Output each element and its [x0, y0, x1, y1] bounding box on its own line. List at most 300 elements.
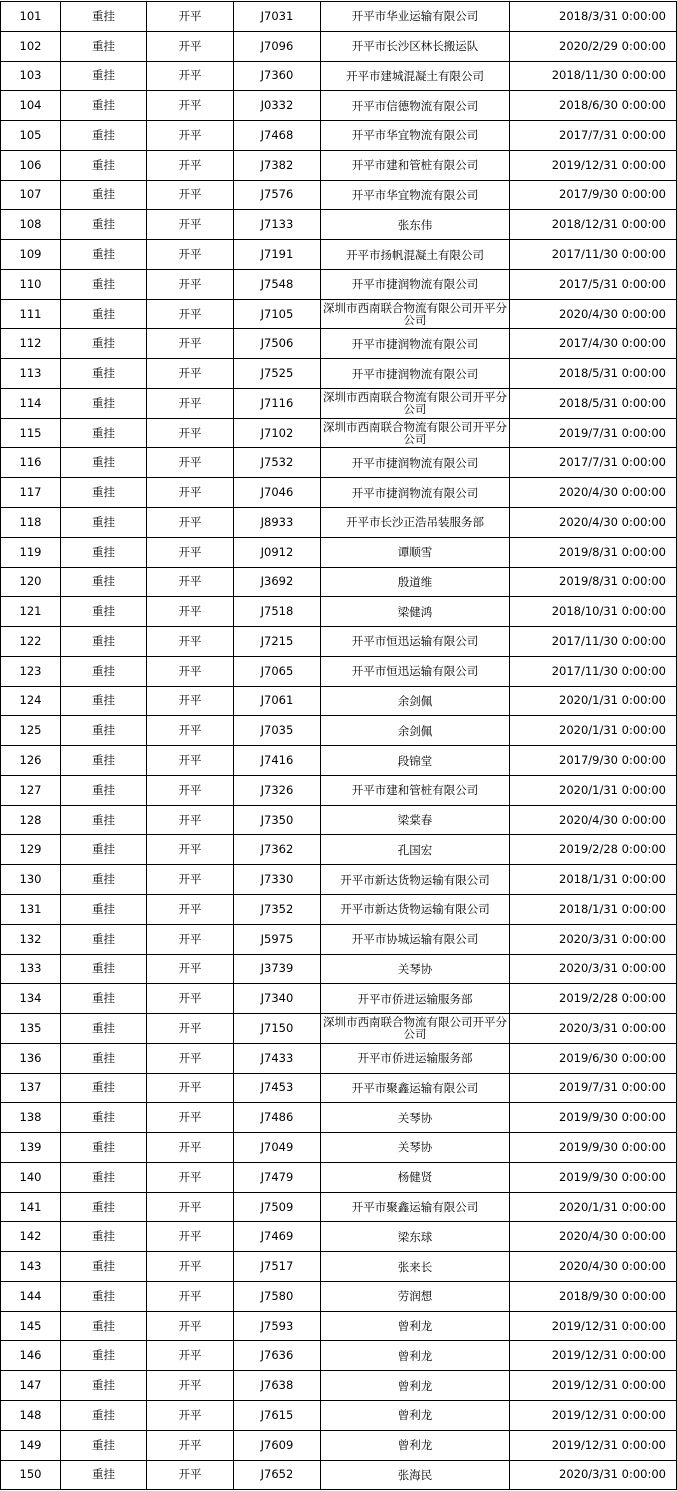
- table-row: [1, 329, 677, 359]
- owner-cell: 开平市长沙区林长搬运队: [321, 31, 510, 61]
- table-row: [1, 775, 677, 805]
- vehicle-type-cell: 重挂: [61, 1133, 147, 1163]
- plate-number-cell: J7548: [234, 269, 321, 299]
- city-cell: 开平: [147, 1430, 234, 1460]
- vehicle-type-cell: 重挂: [61, 269, 147, 299]
- table-row: [1, 1043, 677, 1073]
- city-cell: 开平: [147, 567, 234, 597]
- plate-number-cell: J7191: [234, 240, 321, 270]
- city-cell: 开平: [147, 597, 234, 627]
- vehicle-type-cell: 重挂: [61, 150, 147, 180]
- table-row: [1, 31, 677, 61]
- city-cell: 开平: [147, 1073, 234, 1103]
- table-row: [1, 1103, 677, 1133]
- owner-cell: 开平市捷润物流有限公司: [321, 448, 510, 478]
- plate-number-cell: J7453: [234, 1073, 321, 1103]
- vehicle-type-cell: 重挂: [61, 61, 147, 91]
- city-cell: 开平: [147, 418, 234, 448]
- vehicle-type-cell: 重挂: [61, 1252, 147, 1282]
- city-cell: 开平: [147, 1043, 234, 1073]
- row-number-cell: 138: [1, 1103, 61, 1133]
- table-row: [1, 1192, 677, 1222]
- row-number-cell: 124: [1, 686, 61, 716]
- owner-cell: 开平市华业运输有限公司: [321, 2, 510, 32]
- vehicle-type-cell: 重挂: [61, 835, 147, 865]
- table-row: [1, 1014, 677, 1044]
- plate-number-cell: J7105: [234, 299, 321, 329]
- table-row: [1, 567, 677, 597]
- owner-cell: 开平市华宜物流有限公司: [321, 121, 510, 151]
- owner-cell: 关琴协: [321, 1103, 510, 1133]
- owner-cell: 开平市捷润物流有限公司: [321, 359, 510, 389]
- vehicle-type-cell: 重挂: [61, 508, 147, 538]
- expiry-date-cell: 2019/8/31 0:00:00: [510, 567, 677, 597]
- plate-number-cell: J7102: [234, 418, 321, 448]
- vehicle-type-cell: 重挂: [61, 299, 147, 329]
- vehicle-type-cell: 重挂: [61, 775, 147, 805]
- expiry-date-cell: 2019/7/31 0:00:00: [510, 418, 677, 448]
- city-cell: 开平: [147, 686, 234, 716]
- expiry-date-cell: 2017/5/31 0:00:00: [510, 269, 677, 299]
- owner-cell: 深圳市西南联合物流有限公司开平分公司: [321, 388, 510, 418]
- plate-number-cell: J7340: [234, 984, 321, 1014]
- plate-number-cell: J7096: [234, 31, 321, 61]
- row-number-cell: 114: [1, 388, 61, 418]
- table-row: [1, 388, 677, 418]
- row-number-cell: 118: [1, 508, 61, 538]
- vehicle-type-cell: 重挂: [61, 1103, 147, 1133]
- table-row: [1, 91, 677, 121]
- city-cell: 开平: [147, 210, 234, 240]
- plate-number-cell: J7215: [234, 627, 321, 657]
- owner-cell: 劳润想: [321, 1281, 510, 1311]
- table-row: [1, 1430, 677, 1460]
- vehicle-type-cell: 重挂: [61, 1341, 147, 1371]
- row-number-cell: 135: [1, 1014, 61, 1044]
- owner-cell: 梁健鸿: [321, 597, 510, 627]
- row-number-cell: 125: [1, 716, 61, 746]
- table-row: [1, 448, 677, 478]
- owner-cell: 开平市侨进运输服务部: [321, 1043, 510, 1073]
- city-cell: 开平: [147, 1400, 234, 1430]
- plate-number-cell: J3739: [234, 954, 321, 984]
- plate-number-cell: J7636: [234, 1341, 321, 1371]
- city-cell: 开平: [147, 240, 234, 270]
- plate-number-cell: J7518: [234, 597, 321, 627]
- plate-number-cell: J7468: [234, 121, 321, 151]
- table-row: [1, 1162, 677, 1192]
- city-cell: 开平: [147, 805, 234, 835]
- expiry-date-cell: 2017/11/30 0:00:00: [510, 240, 677, 270]
- plate-number-cell: J7065: [234, 656, 321, 686]
- owner-cell: 深圳市西南联合物流有限公司开平分公司: [321, 418, 510, 448]
- expiry-date-cell: 2017/11/30 0:00:00: [510, 656, 677, 686]
- expiry-date-cell: 2017/4/30 0:00:00: [510, 329, 677, 359]
- records-table: [0, 1, 677, 1490]
- owner-cell: 张东伟: [321, 210, 510, 240]
- owner-cell: 开平市扬帆混凝土有限公司: [321, 240, 510, 270]
- table-row: [1, 805, 677, 835]
- plate-number-cell: J7433: [234, 1043, 321, 1073]
- row-number-cell: 144: [1, 1281, 61, 1311]
- plate-number-cell: J7116: [234, 388, 321, 418]
- owner-cell: 关琴协: [321, 954, 510, 984]
- city-cell: 开平: [147, 508, 234, 538]
- expiry-date-cell: 2020/3/31 0:00:00: [510, 924, 677, 954]
- table-row: [1, 1460, 677, 1490]
- vehicle-type-cell: 重挂: [61, 1192, 147, 1222]
- table-row: [1, 180, 677, 210]
- plate-number-cell: J7150: [234, 1014, 321, 1044]
- owner-cell: 开平市长沙正浩吊装服务部: [321, 508, 510, 538]
- table-row: [1, 269, 677, 299]
- plate-number-cell: J0912: [234, 537, 321, 567]
- row-number-cell: 143: [1, 1252, 61, 1282]
- vehicle-type-cell: 重挂: [61, 1162, 147, 1192]
- vehicle-type-cell: 重挂: [61, 210, 147, 240]
- row-number-cell: 106: [1, 150, 61, 180]
- expiry-date-cell: 2018/1/31 0:00:00: [510, 865, 677, 895]
- owner-cell: 开平市捷润物流有限公司: [321, 478, 510, 508]
- city-cell: 开平: [147, 627, 234, 657]
- city-cell: 开平: [147, 1341, 234, 1371]
- expiry-date-cell: 2020/1/31 0:00:00: [510, 686, 677, 716]
- owner-cell: 张来长: [321, 1252, 510, 1282]
- city-cell: 开平: [147, 1222, 234, 1252]
- table-row: [1, 210, 677, 240]
- vehicle-type-cell: 重挂: [61, 448, 147, 478]
- table-row: [1, 597, 677, 627]
- row-number-cell: 117: [1, 478, 61, 508]
- city-cell: 开平: [147, 746, 234, 776]
- owner-cell: 开平市侨进运输服务部: [321, 984, 510, 1014]
- city-cell: 开平: [147, 299, 234, 329]
- expiry-date-cell: 2020/4/30 0:00:00: [510, 1252, 677, 1282]
- table-row: [1, 121, 677, 151]
- table-row: [1, 984, 677, 1014]
- city-cell: 开平: [147, 359, 234, 389]
- expiry-date-cell: 2017/9/30 0:00:00: [510, 180, 677, 210]
- expiry-date-cell: 2017/9/30 0:00:00: [510, 746, 677, 776]
- expiry-date-cell: 2019/9/30 0:00:00: [510, 1133, 677, 1163]
- owner-cell: 开平市新达货物运输有限公司: [321, 894, 510, 924]
- row-number-cell: 108: [1, 210, 61, 240]
- owner-cell: 深圳市西南联合物流有限公司开平分公司: [321, 299, 510, 329]
- expiry-date-cell: 2019/12/31 0:00:00: [510, 1341, 677, 1371]
- plate-number-cell: J7046: [234, 478, 321, 508]
- plate-number-cell: J0332: [234, 91, 321, 121]
- plate-number-cell: J5975: [234, 924, 321, 954]
- owner-cell: 开平市信德物流有限公司: [321, 91, 510, 121]
- table-row: [1, 1311, 677, 1341]
- table-row: [1, 418, 677, 448]
- expiry-date-cell: 2019/8/31 0:00:00: [510, 537, 677, 567]
- city-cell: 开平: [147, 537, 234, 567]
- plate-number-cell: J7350: [234, 805, 321, 835]
- table-row: [1, 240, 677, 270]
- plate-number-cell: J7638: [234, 1371, 321, 1401]
- table-row: [1, 478, 677, 508]
- table-row: [1, 627, 677, 657]
- city-cell: 开平: [147, 1192, 234, 1222]
- expiry-date-cell: 2020/1/31 0:00:00: [510, 716, 677, 746]
- owner-cell: 孔国宏: [321, 835, 510, 865]
- row-number-cell: 146: [1, 1341, 61, 1371]
- expiry-date-cell: 2018/11/30 0:00:00: [510, 61, 677, 91]
- owner-cell: 曾利龙: [321, 1400, 510, 1430]
- row-number-cell: 132: [1, 924, 61, 954]
- row-number-cell: 130: [1, 865, 61, 895]
- city-cell: 开平: [147, 91, 234, 121]
- vehicle-type-cell: 重挂: [61, 2, 147, 32]
- row-number-cell: 131: [1, 894, 61, 924]
- row-number-cell: 122: [1, 627, 61, 657]
- vehicle-type-cell: 重挂: [61, 746, 147, 776]
- expiry-date-cell: 2019/12/31 0:00:00: [510, 1400, 677, 1430]
- expiry-date-cell: 2018/1/31 0:00:00: [510, 894, 677, 924]
- city-cell: 开平: [147, 656, 234, 686]
- plate-number-cell: J7362: [234, 835, 321, 865]
- owner-cell: 开平市建和管桩有限公司: [321, 775, 510, 805]
- owner-cell: 开平市恒迅运输有限公司: [321, 656, 510, 686]
- plate-number-cell: J7031: [234, 2, 321, 32]
- row-number-cell: 110: [1, 269, 61, 299]
- expiry-date-cell: 2018/3/31 0:00:00: [510, 2, 677, 32]
- vehicle-type-cell: 重挂: [61, 1281, 147, 1311]
- row-number-cell: 147: [1, 1371, 61, 1401]
- row-number-cell: 136: [1, 1043, 61, 1073]
- vehicle-type-cell: 重挂: [61, 1371, 147, 1401]
- vehicle-type-cell: 重挂: [61, 954, 147, 984]
- expiry-date-cell: 2019/12/31 0:00:00: [510, 1430, 677, 1460]
- row-number-cell: 129: [1, 835, 61, 865]
- vehicle-type-cell: 重挂: [61, 1430, 147, 1460]
- expiry-date-cell: 2020/4/30 0:00:00: [510, 508, 677, 538]
- row-number-cell: 115: [1, 418, 61, 448]
- table-row: [1, 1222, 677, 1252]
- owner-cell: 开平市捷润物流有限公司: [321, 269, 510, 299]
- vehicle-type-cell: 重挂: [61, 1460, 147, 1490]
- row-number-cell: 123: [1, 656, 61, 686]
- owner-cell: 曾利龙: [321, 1371, 510, 1401]
- owner-cell: 余剑佩: [321, 716, 510, 746]
- table-row: [1, 686, 677, 716]
- city-cell: 开平: [147, 1252, 234, 1282]
- city-cell: 开平: [147, 954, 234, 984]
- expiry-date-cell: 2019/12/31 0:00:00: [510, 1311, 677, 1341]
- vehicle-type-cell: 重挂: [61, 359, 147, 389]
- table-row: [1, 746, 677, 776]
- table-row: [1, 954, 677, 984]
- owner-cell: 张海民: [321, 1460, 510, 1490]
- plate-number-cell: J7360: [234, 61, 321, 91]
- plate-number-cell: J7532: [234, 448, 321, 478]
- city-cell: 开平: [147, 448, 234, 478]
- vehicle-type-cell: 重挂: [61, 567, 147, 597]
- city-cell: 开平: [147, 894, 234, 924]
- plate-number-cell: J7652: [234, 1460, 321, 1490]
- owner-cell: 梁棠春: [321, 805, 510, 835]
- owner-cell: 开平市聚鑫运输有限公司: [321, 1192, 510, 1222]
- vehicle-type-cell: 重挂: [61, 686, 147, 716]
- row-number-cell: 126: [1, 746, 61, 776]
- owner-cell: 杨健贤: [321, 1162, 510, 1192]
- table-row: [1, 537, 677, 567]
- row-number-cell: 139: [1, 1133, 61, 1163]
- city-cell: 开平: [147, 2, 234, 32]
- plate-number-cell: J3692: [234, 567, 321, 597]
- expiry-date-cell: 2019/12/31 0:00:00: [510, 150, 677, 180]
- row-number-cell: 104: [1, 91, 61, 121]
- row-number-cell: 134: [1, 984, 61, 1014]
- vehicle-type-cell: 重挂: [61, 656, 147, 686]
- vehicle-type-cell: 重挂: [61, 716, 147, 746]
- row-number-cell: 103: [1, 61, 61, 91]
- expiry-date-cell: 2019/12/31 0:00:00: [510, 1371, 677, 1401]
- owner-cell: 曾利龙: [321, 1311, 510, 1341]
- vehicle-type-cell: 重挂: [61, 1400, 147, 1430]
- vehicle-type-cell: 重挂: [61, 865, 147, 895]
- expiry-date-cell: 2020/1/31 0:00:00: [510, 775, 677, 805]
- owner-cell: 余剑佩: [321, 686, 510, 716]
- owner-cell: 段锦堂: [321, 746, 510, 776]
- city-cell: 开平: [147, 150, 234, 180]
- table-row: [1, 656, 677, 686]
- expiry-date-cell: 2020/2/29 0:00:00: [510, 31, 677, 61]
- city-cell: 开平: [147, 984, 234, 1014]
- city-cell: 开平: [147, 1162, 234, 1192]
- expiry-date-cell: 2018/9/30 0:00:00: [510, 1281, 677, 1311]
- row-number-cell: 142: [1, 1222, 61, 1252]
- plate-number-cell: J7382: [234, 150, 321, 180]
- row-number-cell: 133: [1, 954, 61, 984]
- table-row: [1, 61, 677, 91]
- owner-cell: 曾利龙: [321, 1341, 510, 1371]
- row-number-cell: 102: [1, 31, 61, 61]
- city-cell: 开平: [147, 924, 234, 954]
- expiry-date-cell: 2018/5/31 0:00:00: [510, 359, 677, 389]
- expiry-date-cell: 2019/9/30 0:00:00: [510, 1162, 677, 1192]
- city-cell: 开平: [147, 835, 234, 865]
- expiry-date-cell: 2017/7/31 0:00:00: [510, 121, 677, 151]
- city-cell: 开平: [147, 1281, 234, 1311]
- expiry-date-cell: 2019/2/28 0:00:00: [510, 984, 677, 1014]
- owner-cell: 开平市新达货物运输有限公司: [321, 865, 510, 895]
- expiry-date-cell: 2020/4/30 0:00:00: [510, 478, 677, 508]
- plate-number-cell: J7133: [234, 210, 321, 240]
- owner-cell: 开平市恒迅运输有限公司: [321, 627, 510, 657]
- vehicle-type-cell: 重挂: [61, 31, 147, 61]
- plate-number-cell: J7517: [234, 1252, 321, 1282]
- vehicle-type-cell: 重挂: [61, 478, 147, 508]
- vehicle-type-cell: 重挂: [61, 627, 147, 657]
- expiry-date-cell: 2020/3/31 0:00:00: [510, 954, 677, 984]
- table-row: [1, 894, 677, 924]
- owner-cell: 殷道维: [321, 567, 510, 597]
- plate-number-cell: J8933: [234, 508, 321, 538]
- vehicle-type-cell: 重挂: [61, 418, 147, 448]
- vehicle-type-cell: 重挂: [61, 597, 147, 627]
- table-row: [1, 299, 677, 329]
- vehicle-type-cell: 重挂: [61, 894, 147, 924]
- plate-number-cell: J7609: [234, 1430, 321, 1460]
- city-cell: 开平: [147, 775, 234, 805]
- owner-cell: 开平市华宜物流有限公司: [321, 180, 510, 210]
- row-number-cell: 116: [1, 448, 61, 478]
- plate-number-cell: J7593: [234, 1311, 321, 1341]
- city-cell: 开平: [147, 1460, 234, 1490]
- owner-cell: 梁东球: [321, 1222, 510, 1252]
- vehicle-type-cell: 重挂: [61, 388, 147, 418]
- table-row: [1, 1133, 677, 1163]
- row-number-cell: 148: [1, 1400, 61, 1430]
- table-row: [1, 1400, 677, 1430]
- plate-number-cell: J7576: [234, 180, 321, 210]
- vehicle-type-cell: 重挂: [61, 121, 147, 151]
- owner-cell: 深圳市西南联合物流有限公司开平分公司: [321, 1014, 510, 1044]
- plate-number-cell: J7486: [234, 1103, 321, 1133]
- expiry-date-cell: 2020/3/31 0:00:00: [510, 1014, 677, 1044]
- table-row: [1, 835, 677, 865]
- vehicle-type-cell: 重挂: [61, 240, 147, 270]
- row-number-cell: 119: [1, 537, 61, 567]
- row-number-cell: 105: [1, 121, 61, 151]
- row-number-cell: 145: [1, 1311, 61, 1341]
- city-cell: 开平: [147, 269, 234, 299]
- expiry-date-cell: 2019/7/31 0:00:00: [510, 1073, 677, 1103]
- city-cell: 开平: [147, 1311, 234, 1341]
- owner-cell: 开平市协城运输有限公司: [321, 924, 510, 954]
- vehicle-type-cell: 重挂: [61, 1043, 147, 1073]
- city-cell: 开平: [147, 121, 234, 151]
- owner-cell: 开平市建和管桩有限公司: [321, 150, 510, 180]
- city-cell: 开平: [147, 1371, 234, 1401]
- row-number-cell: 121: [1, 597, 61, 627]
- row-number-cell: 149: [1, 1430, 61, 1460]
- plate-number-cell: J7469: [234, 1222, 321, 1252]
- expiry-date-cell: 2017/11/30 0:00:00: [510, 627, 677, 657]
- city-cell: 开平: [147, 1103, 234, 1133]
- vehicle-type-cell: 重挂: [61, 984, 147, 1014]
- expiry-date-cell: 2020/3/31 0:00:00: [510, 1460, 677, 1490]
- city-cell: 开平: [147, 1133, 234, 1163]
- vehicle-type-cell: 重挂: [61, 1014, 147, 1044]
- expiry-date-cell: 2018/6/30 0:00:00: [510, 91, 677, 121]
- expiry-date-cell: 2019/6/30 0:00:00: [510, 1043, 677, 1073]
- plate-number-cell: J7330: [234, 865, 321, 895]
- table-row: [1, 716, 677, 746]
- plate-number-cell: J7506: [234, 329, 321, 359]
- table-row: [1, 1371, 677, 1401]
- expiry-date-cell: 2020/1/31 0:00:00: [510, 1192, 677, 1222]
- plate-number-cell: J7061: [234, 686, 321, 716]
- plate-number-cell: J7615: [234, 1400, 321, 1430]
- expiry-date-cell: 2019/2/28 0:00:00: [510, 835, 677, 865]
- table-row: [1, 924, 677, 954]
- row-number-cell: 141: [1, 1192, 61, 1222]
- vehicle-type-cell: 重挂: [61, 1073, 147, 1103]
- table-row: [1, 1341, 677, 1371]
- plate-number-cell: J7525: [234, 359, 321, 389]
- vehicle-type-cell: 重挂: [61, 924, 147, 954]
- vehicle-type-cell: 重挂: [61, 329, 147, 359]
- owner-cell: 曾利龙: [321, 1430, 510, 1460]
- city-cell: 开平: [147, 180, 234, 210]
- expiry-date-cell: 2018/5/31 0:00:00: [510, 388, 677, 418]
- vehicle-type-cell: 重挂: [61, 1311, 147, 1341]
- table-row: [1, 2, 677, 32]
- records-table-body: [1, 2, 677, 1490]
